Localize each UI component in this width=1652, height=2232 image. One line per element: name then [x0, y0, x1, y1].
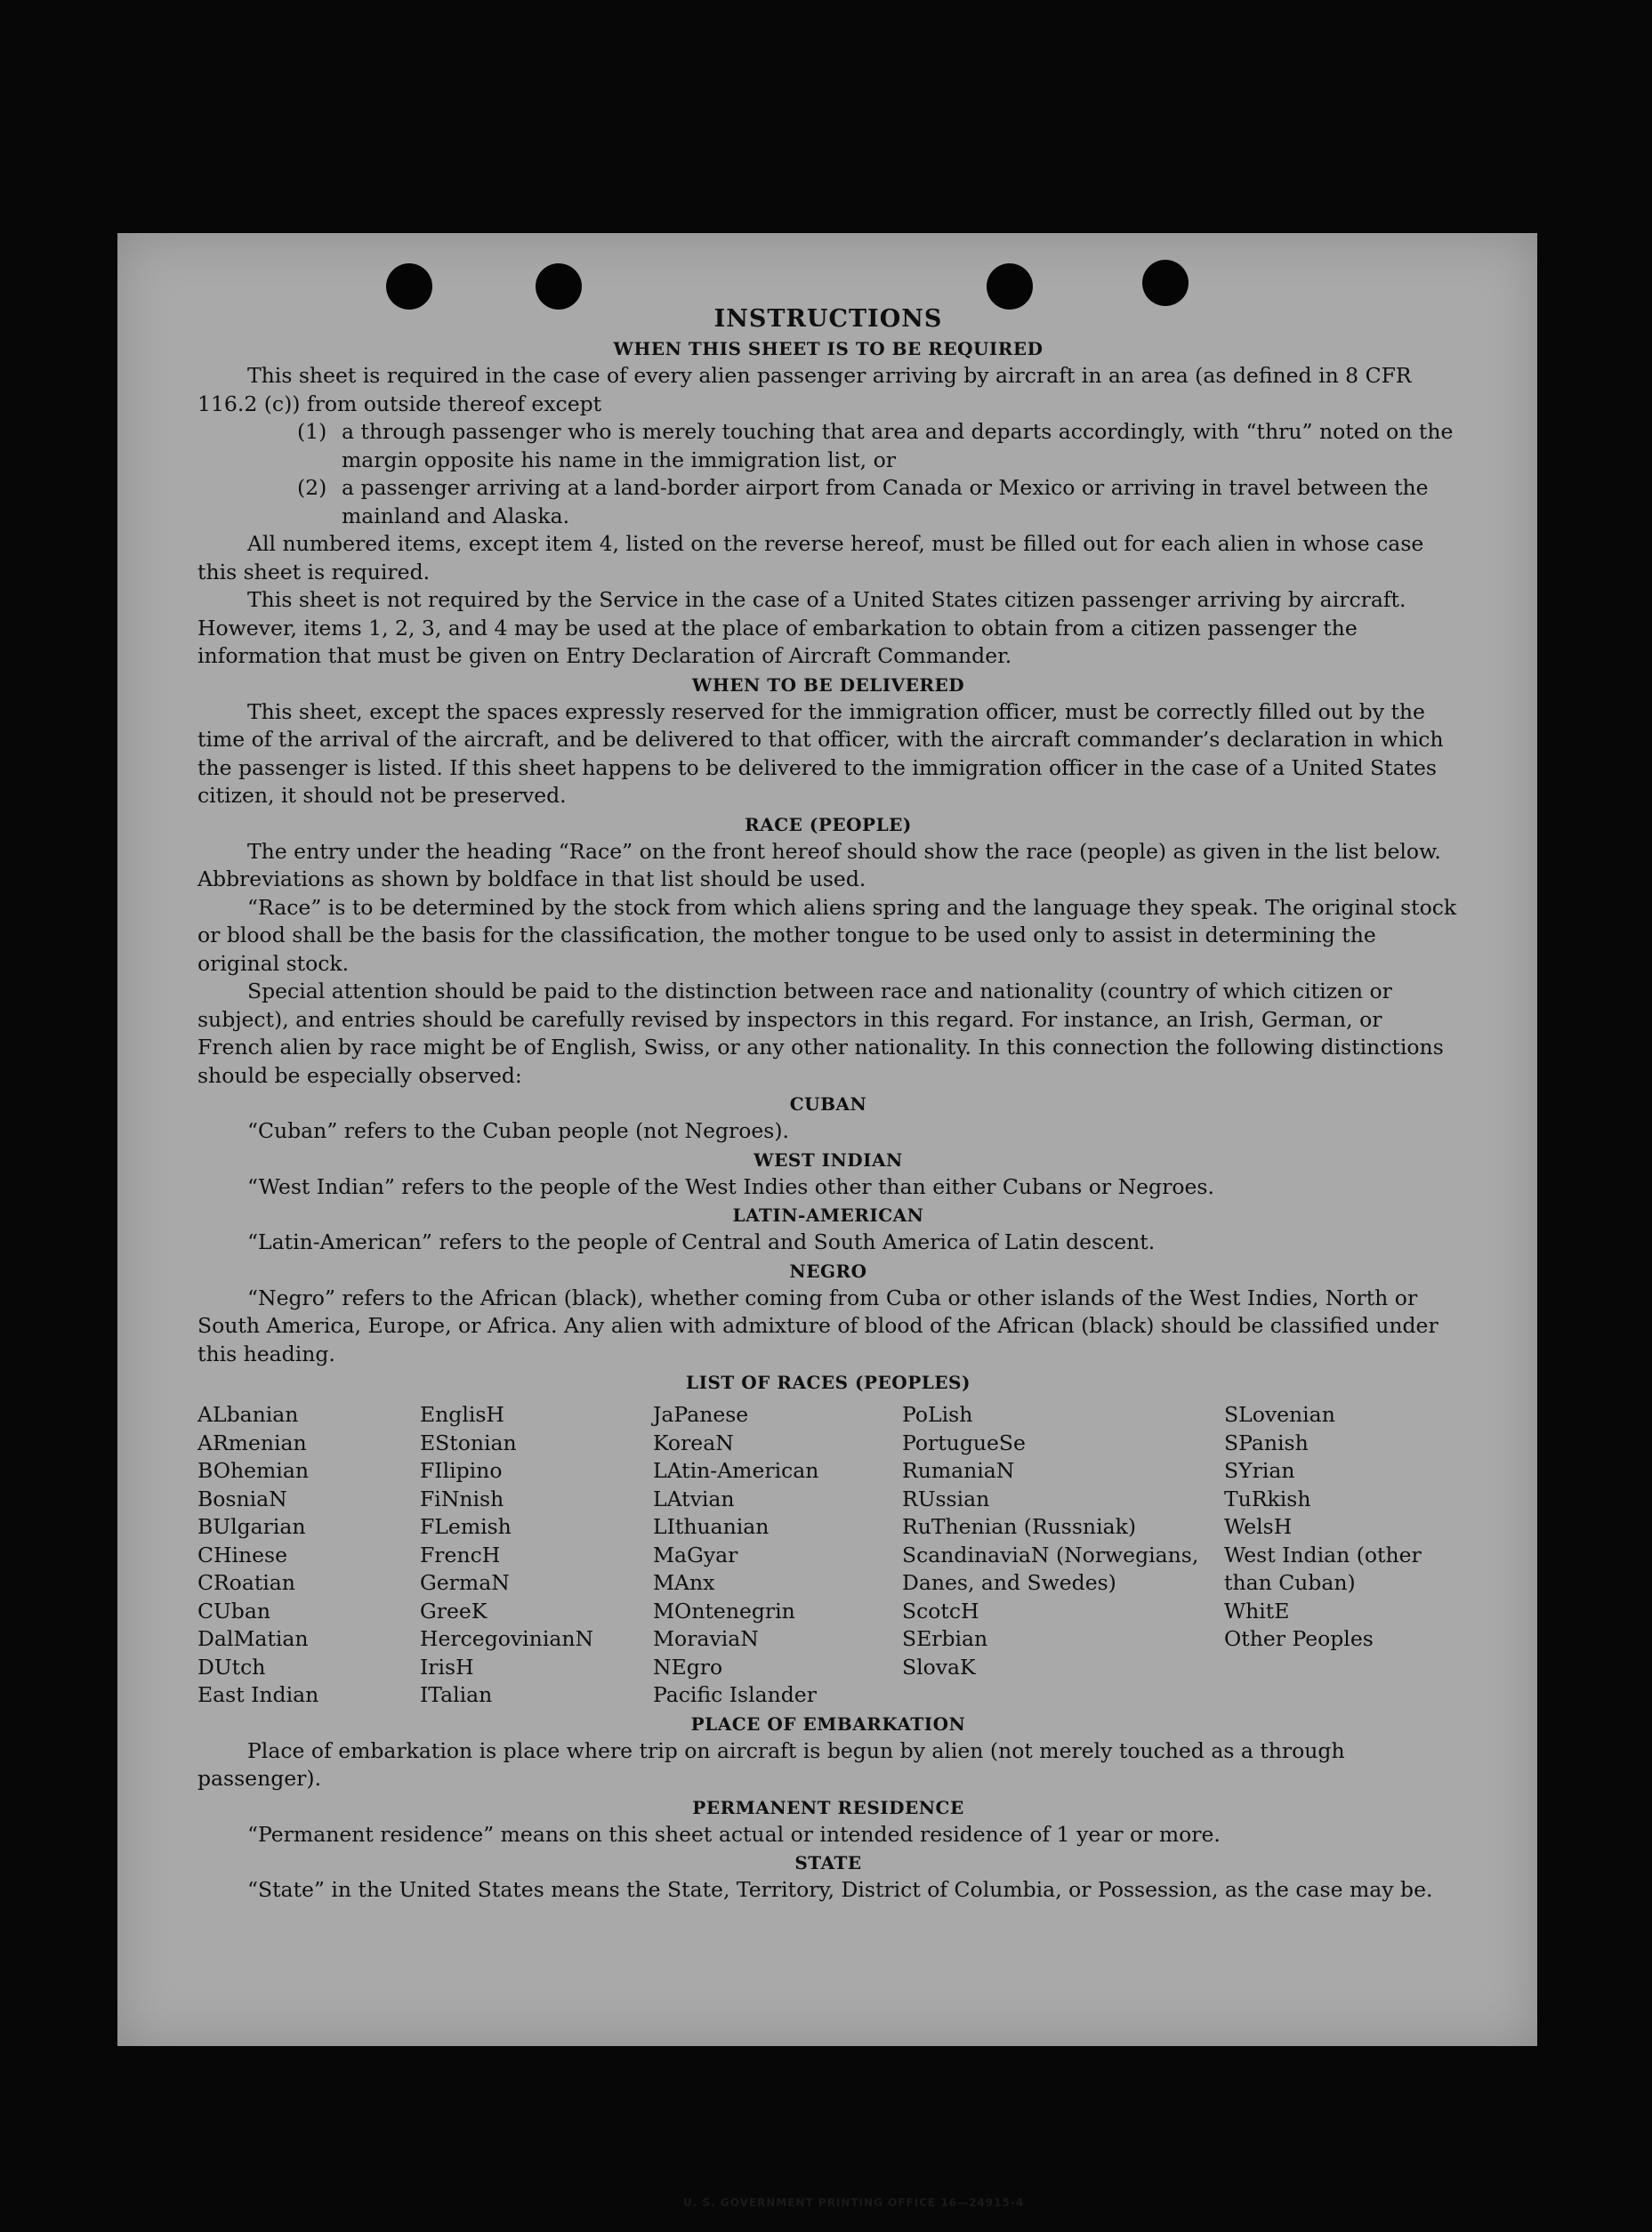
race-item: ScandinaviaN (Norwegians, Danes, and Swedes): [902, 1542, 1199, 1595]
race-item: ScotcH: [902, 1598, 979, 1624]
race-item: GreeK: [420, 1598, 488, 1624]
item-text: a passenger arriving at a land-border airport from Canada or Mexico or arriving in travel between the mainland and Alaska.: [342, 475, 1429, 528]
race-column: [653, 1401, 902, 1710]
race-item: KoreaN: [653, 1430, 734, 1455]
paragraph: “West Indian” refers to the people of the West Indies other than either Cubans or Negroes.: [247, 1173, 1214, 1199]
paragraph: All numbered items, except item 4, listed on the reverse hereof, must be filled out for each alien in whose case this sheet is required.: [197, 531, 1424, 584]
race-item: DalMatian: [197, 1626, 309, 1651]
punch-hole: [987, 263, 1033, 310]
race-item: EnglisH: [420, 1402, 504, 1427]
race-item: ARmenian: [197, 1430, 307, 1455]
race-item: RumaniaN: [902, 1458, 1015, 1483]
paragraph: The entry under the heading “Race” on the front hereof should show the race (people) as given in the list below. Abbreviations as shown by boldface in that list should be used.: [197, 838, 1441, 891]
paragraph: This sheet is required in the case of every alien passenger arriving by aircraft in an area (as defined in 8 CFR 116.2 (c)) from outside thereof except: [197, 363, 1412, 416]
paragraph: “Permanent residence” means on this sheet actual or intended residence of 1 year or more.: [247, 1821, 1221, 1847]
race-item: ITalian: [420, 1682, 493, 1707]
race-item: CUban: [197, 1598, 270, 1624]
race-item: BUlgarian: [197, 1514, 306, 1539]
race-item: MaGyar: [653, 1542, 738, 1567]
race-item: FiNnish: [420, 1486, 504, 1511]
section-heading-west-indian: WEST INDIAN: [753, 1148, 903, 1171]
race-item: LAtvian: [653, 1486, 735, 1511]
race-item: ALbanian: [197, 1402, 299, 1427]
race-item: IrisH: [420, 1654, 474, 1680]
race-item: WelsH: [1224, 1514, 1293, 1539]
paragraph: This sheet is not required by the Service in the case of a United States citizen passenger arriving by aircraft. However, items 1, 2, 3, and 4 may be used at the place of embarkation to obtain from a citizen passenger the information that must be given on Entry Declaration of Aircraft Commander.: [197, 587, 1406, 668]
paragraph: “Latin-American” refers to the people of Central and South America of Latin descent.: [247, 1229, 1156, 1254]
race-item: West Indian (other than Cuban): [1224, 1542, 1422, 1595]
race-item: JaPanese: [653, 1402, 749, 1427]
paragraph: “Race” is to be determined by the stock from which aliens spring and the language they speak. The original stock or blood shall be the basis for the classification, the mother tongue to be used only to assist in determining the original stock.: [197, 894, 1457, 976]
race-item: WhitE: [1224, 1598, 1290, 1624]
race-item: CRoatian: [197, 1570, 295, 1595]
race-item: GermaN: [420, 1570, 510, 1595]
section-heading-embarkation: PLACE OF EMBARKATION: [690, 1712, 966, 1735]
list-item: [197, 418, 1459, 474]
section-heading-race: RACE (PEOPLE): [745, 813, 912, 835]
race-item: NEgro: [653, 1654, 723, 1680]
race-item: Pacific Islander: [653, 1682, 817, 1707]
race-item: CHinese: [197, 1542, 287, 1567]
race-item: SErbian: [902, 1626, 988, 1651]
item-number: (1): [297, 419, 327, 444]
section-heading-negro: NEGRO: [789, 1260, 867, 1282]
section-heading-required: WHEN THIS SHEET IS TO BE REQUIRED: [613, 338, 1044, 359]
paragraph: “Negro” refers to the African (black), whether coming from Cuba or other islands of the West Indies, North or South America, Europe, or Africa. Any alien with admixture of blood of the African (black) should be classified under this heading.: [197, 1285, 1438, 1366]
list-item: [197, 474, 1459, 530]
race-item: FIlipino: [420, 1458, 503, 1483]
instructions-content: [197, 304, 1459, 1905]
race-item: SPanish: [1224, 1430, 1309, 1455]
page-title: INSTRUCTIONS: [713, 305, 943, 333]
race-column: [902, 1401, 1224, 1710]
section-heading-latin-american: LATIN-AMERICAN: [732, 1205, 924, 1226]
section-heading-list-of-races: LIST OF RACES (PEOPLES): [686, 1372, 971, 1393]
race-item: Other Peoples: [1224, 1626, 1374, 1651]
race-item: EStonian: [420, 1430, 517, 1455]
section-heading-state: STATE: [794, 1852, 862, 1873]
paragraph: “State” in the United States means the State, Territory, District of Columbia, or Possession, as the case may be.: [247, 1877, 1433, 1902]
race-list: [197, 1401, 1459, 1710]
race-item: MoraviaN: [653, 1626, 759, 1651]
race-item: LIthuanian: [653, 1514, 770, 1539]
race-item: SlovaK: [902, 1654, 976, 1680]
document-sheet: [117, 233, 1537, 2209]
item-number: (2): [297, 475, 327, 500]
race-item: SLovenian: [1224, 1402, 1335, 1427]
race-item: HercegovinianN: [420, 1626, 594, 1651]
race-item: SYrian: [1224, 1458, 1295, 1483]
paragraph: “Cuban” refers to the Cuban people (not Negroes).: [247, 1118, 790, 1143]
printing-office-footer: U. S. GOVERNMENT PRINTING OFFICE 16—24915-4: [683, 2196, 1025, 2209]
race-column: [1224, 1401, 1459, 1710]
race-item: East Indian: [197, 1682, 319, 1707]
paragraph: Place of embarkation is place where trip on aircraft is begun by alien (not merely touched as a through passenger).: [197, 1737, 1345, 1791]
section-heading-delivered: WHEN TO BE DELIVERED: [691, 673, 965, 696]
punch-hole: [536, 263, 582, 310]
race-item: FLemish: [420, 1514, 512, 1539]
section-heading-residence: PERMANENT RESIDENCE: [692, 1796, 964, 1818]
race-item: BOhemian: [197, 1458, 309, 1483]
race-item: RuThenian (Russniak): [902, 1514, 1136, 1539]
race-item: LAtin-American: [653, 1458, 819, 1483]
race-item: RUssian: [902, 1486, 990, 1511]
race-item: MOntenegrin: [653, 1598, 795, 1624]
race-item: TuRkish: [1224, 1486, 1311, 1511]
race-item: BosniaN: [197, 1486, 287, 1511]
race-item: FrencH: [420, 1542, 501, 1567]
paragraph: Special attention should be paid to the distinction between race and nationality (country of which citizen or subject), and entries should be carefully revised by inspectors in this regard. For instance, an Irish, German, or French alien by race might be of English, Swiss, or any other nationality. In this connection the following distinctions should be especially observed:: [197, 979, 1444, 1088]
section-heading-cuban: CUBAN: [789, 1093, 867, 1115]
race-item: DUtch: [197, 1654, 266, 1680]
item-text: a through passenger who is merely touching that area and departs accordingly, with “thru” noted on the margin opposite his name in the immigration list, or: [342, 419, 1454, 472]
paragraph: This sheet, except the spaces expressly reserved for the immigration officer, must be correctly filled out by the time of the arrival of the aircraft, and be delivered to that officer, with the aircraft commander’s declaration in which the passenger is listed. If this sheet happens to be delivered to the immigration officer in the case of a United States citizen, it should not be preserved.: [197, 698, 1444, 808]
race-item: MAnx: [653, 1570, 715, 1595]
punch-hole: [386, 263, 432, 310]
race-column: [420, 1401, 653, 1710]
race-item: PortugueSe: [902, 1430, 1026, 1455]
punch-hole: [1142, 260, 1189, 306]
race-column: [197, 1401, 420, 1710]
race-item: PoLish: [902, 1402, 973, 1427]
